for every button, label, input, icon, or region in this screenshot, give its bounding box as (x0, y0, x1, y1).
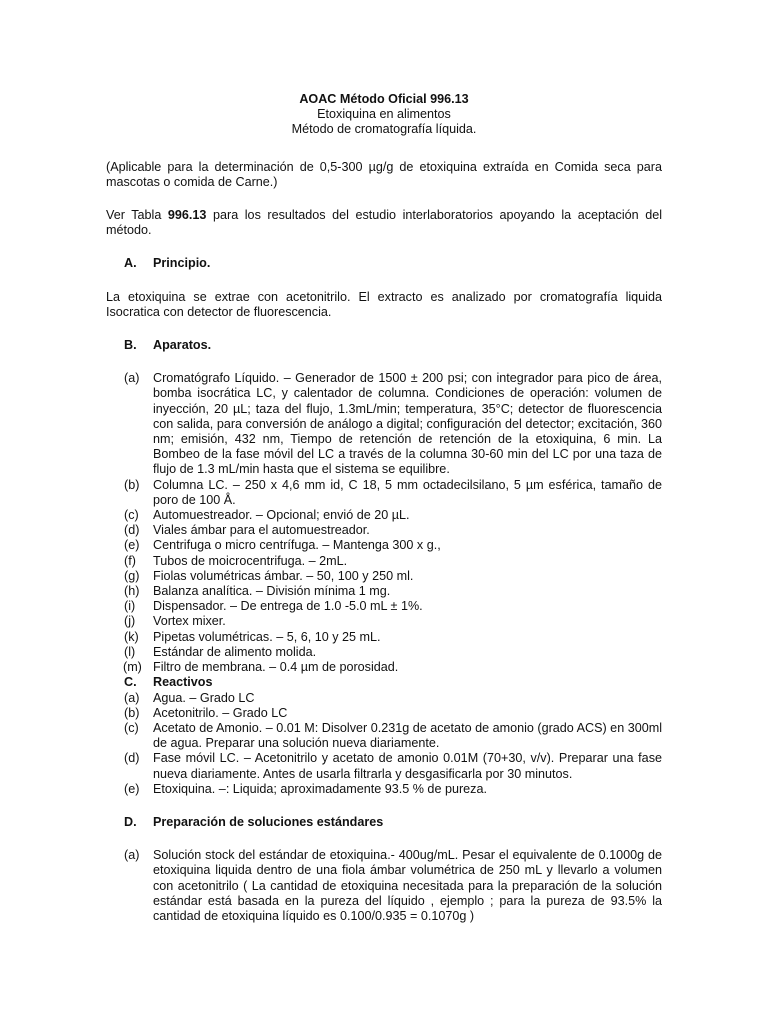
section-b-label: B. (124, 338, 137, 353)
table-reference (106, 208, 662, 238)
item-text: Dispensador. – De entrega de 1.0 -5.0 mL ± 1%. (153, 599, 423, 614)
section-c-title: Reactivos (153, 675, 213, 690)
section-d-title: Preparación de soluciones estándares (153, 814, 384, 829)
section-c-heading (124, 675, 662, 690)
item-text: Fase móvil LC. – Acetonitrilo y acetato de amonio 0.01M (70+30, v/v). Preparar una fase nueva diariamente. Antes de usarla filtrarla y desgasificarla por 30 minutos. (153, 751, 662, 781)
list-item (124, 691, 662, 706)
item-text: Centrifuga o micro centrífuga. – Mantenga 300 x g., (153, 538, 441, 553)
section-d-label: D. (124, 814, 137, 829)
section-a-title: Principio. (153, 256, 211, 271)
item-text: Balanza analítica. – División mínima 1 mg. (153, 584, 391, 599)
item-text: Cromatógrafo Líquido. – Generador de 1500 ± 200 psi; con integrador para pico de área, bomba isocrática LC, y calentador de columna. Condiciones de operación: volumen de inyección, 20 µL; taza del flujo, 1.3mL/min; temperatura, 35°C; detector de fluorescencia con salida, para conversión de análogo a digital; configuración del detector; excitación, 360 nm; emisión, 432 nm, Tiempo de retención de retención de la etoxiquina, 6 min. La Bombeo de la fase móvil del LC a través de la columna 30-60 min del LC por una taza de flujo de 1.3 mL/min hasta que el sistema se equilibre. (153, 371, 662, 477)
item-label: (a) (124, 848, 140, 863)
item-label: (c) (124, 508, 139, 523)
item-text: Vortex mixer. (153, 614, 226, 629)
item-label: (b) (124, 705, 140, 720)
item-label: (h) (124, 584, 140, 599)
list-item (124, 599, 662, 614)
list-item (124, 630, 662, 645)
list-item (124, 508, 662, 523)
item-text: Acetonitrilo. – Grado LC (153, 705, 288, 720)
table-reference-number: 996.13 (167, 208, 207, 223)
section-a-text: La etoxiquina se extrae con acetonitrilo. El extracto es analizado por cromatografía liquida Isocratica con detector de fluorescencia. (106, 289, 662, 319)
item-label: (d) (124, 751, 140, 766)
item-text: Acetato de Amonio. – 0.01 M: Disolver 0.231g de acetato de amonio (grado ACS) en 300ml de agua. Preparar una solución nueva diariamente. (153, 720, 662, 751)
section-b-heading (124, 338, 662, 353)
table-reference-suffix: para los resultados del estudio interlaboratorios apoyando la aceptación del método. (106, 208, 663, 238)
item-label: (e) (124, 538, 140, 553)
item-text: Solución stock del estándar de etoxiquina.- 400ug/mL. Pesar el equivalente de 0.1000g de etoxiquina liquida dentro de una fiola ámbar volumétrica de 250 mL y llevarlo a volumen con acetonitrilo ( La cantidad de etoxiquina necesitada para la preparación de la solución estándar está basada en la pureza del líquido , ejemplo ; para la pureza de 93.5% la cantidad de etoxiquina líquido es 0.100/0.935 = 0.1070g ) (153, 848, 662, 923)
item-label: (d) (124, 523, 140, 538)
list-item (124, 751, 662, 781)
section-a-label: A. (124, 256, 137, 271)
section-b-title: Aparatos. (153, 338, 212, 353)
table-reference-prefix: Ver Tabla (106, 208, 168, 223)
item-text: Agua. – Grado LC (153, 690, 255, 705)
item-label: (f) (124, 553, 136, 568)
item-label: (l) (124, 644, 136, 659)
item-label: (e) (124, 781, 140, 796)
item-label: (a) (124, 690, 140, 705)
document-page (106, 92, 662, 924)
section-c-label: C. (124, 675, 137, 690)
section-d-list (106, 848, 662, 924)
section-b-list (106, 371, 662, 675)
item-label: (b) (124, 477, 140, 492)
list-item (124, 569, 662, 584)
list-item (124, 848, 662, 924)
list-item (124, 782, 662, 797)
item-text: Pipetas volumétricas. – 5, 6, 10 y 25 mL. (153, 629, 381, 644)
item-text: Columna LC. – 250 x 4,6 mm id, C 18, 5 mm octadecilsilano, 5 µm esférica, tamaño de poro de 100 Å. (153, 477, 662, 507)
section-d-heading (124, 815, 662, 830)
document-subtitle-2: Método de cromatografía líquida. (291, 122, 477, 137)
item-label: (a) (124, 371, 140, 386)
item-label: (m) (123, 660, 142, 675)
list-item (124, 478, 662, 508)
list-item (124, 538, 662, 553)
item-text: Etoxiquina. –: Liquida; aproximadamente 93.5 % de pureza. (153, 781, 487, 796)
item-text: Viales ámbar para el automuestreador. (153, 523, 370, 538)
section-a-heading (124, 256, 662, 271)
list-item (124, 614, 662, 629)
item-label: (i) (124, 599, 136, 614)
list-item (124, 371, 662, 477)
item-text: Tubos de moicrocentrifuga. – 2mL. (153, 553, 348, 568)
list-item (123, 660, 662, 675)
list-item (124, 554, 662, 569)
section-c-list (106, 691, 662, 797)
document-title: AOAC Método Oficial 996.13 (299, 92, 469, 106)
list-item (124, 721, 662, 751)
item-text: Fiolas volumétricas ámbar. – 50, 100 y 250 ml. (153, 568, 414, 583)
item-text: Filtro de membrana. – 0.4 µm de porosidad. (153, 660, 399, 675)
list-item (124, 523, 662, 538)
document-subtitle-1: Etoxiquina en alimentos (317, 107, 451, 122)
item-text: Estándar de alimento molida. (153, 644, 317, 659)
item-label: (g) (124, 568, 140, 583)
item-text: Automuestreador. – Opcional; envió de 20 µL. (153, 508, 410, 523)
list-item (124, 706, 662, 721)
list-item (124, 584, 662, 599)
item-label: (j) (124, 614, 136, 629)
item-label: (k) (124, 629, 139, 644)
list-item (124, 645, 662, 660)
applicability-note: (Aplicable para la determinación de 0,5-300 µg/g de etoxiquina extraída en Comida seca para mascotas o comida de Carne.) (106, 159, 662, 189)
item-label: (c) (124, 720, 139, 735)
